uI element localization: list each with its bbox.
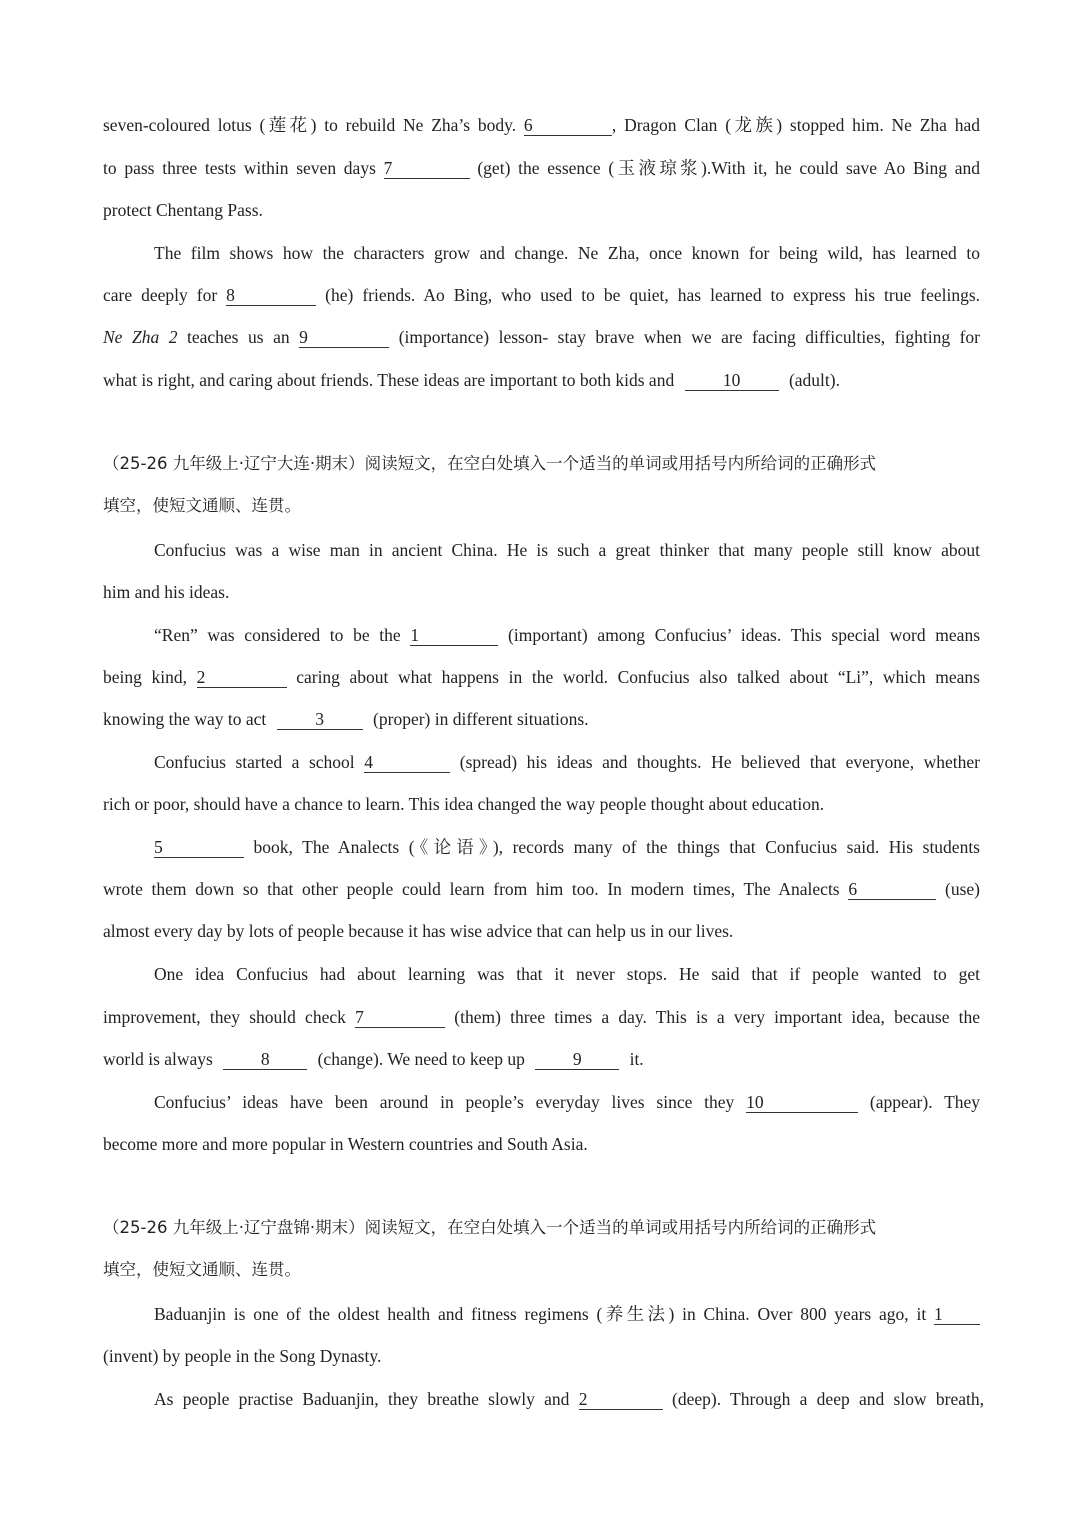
- p2-instruction-line-2: 填空，使短文通顺、连贯。: [103, 496, 301, 515]
- p3-line-1: Baduanjin is one of the oldest health and fitness regimens (养生法) in China. Over 800 years ago, it 1: [154, 1302, 980, 1326]
- p2-line-5: knowing the way to act 3 (proper) in different situations.: [103, 709, 589, 729]
- blank-p1-9[interactable]: 9: [299, 327, 389, 348]
- p2-line-11: One idea Confucius had about learning was that it never stops. He said that if people wanted to get: [154, 964, 980, 984]
- blank-p1-10[interactable]: 10: [685, 370, 779, 391]
- p3-line-3: As people practise Baduanjin, they breathe slowly and 2 (deep). Through a deep and slow breath,: [154, 1389, 985, 1409]
- p1-line-1: seven-coloured lotus (莲花) to rebuild Ne Zha’s body. 6 , Dragon Clan (龙族) stopped him. Ne Zha had: [103, 115, 980, 135]
- blank-p2-9[interactable]: 9: [535, 1049, 619, 1070]
- p3-line-2: (invent) by people in the Song Dynasty.: [103, 1346, 382, 1366]
- blank-p2-1[interactable]: 1: [410, 625, 498, 646]
- blank-p2-10[interactable]: 10: [746, 1092, 858, 1113]
- p3-instruction-line-2: 填空，使短文通顺、连贯。: [103, 1260, 301, 1279]
- p2-line-6: Confucius started a school 4 (spread) his ideas and thoughts. He believed that everyone, whether: [154, 752, 981, 772]
- blank-p1-7[interactable]: 7: [384, 158, 470, 179]
- p2-line-7: rich or poor, should have a chance to learn. This idea changed the way people thought about education.: [103, 794, 825, 814]
- p2-line-15: become more and more popular in Western countries and South Asia.: [103, 1134, 588, 1154]
- blank-p3-2[interactable]: 2: [579, 1389, 663, 1410]
- p2-line-4: being kind, 2 caring about what happens in the world. Confucius also talked about “Li”, which means: [103, 667, 980, 687]
- p2-line-8: 5 book, The Analects (《论语》), records many of the things that Confucius said. His students: [154, 837, 980, 857]
- blank-p2-2[interactable]: 2: [197, 667, 287, 688]
- p2-line-13: world is always 8 (change). We need to keep up 9 it.: [103, 1049, 644, 1069]
- p2-line-3: “Ren” was considered to be the 1 (important) among Confucius’ ideas. This special word means: [154, 625, 981, 645]
- blank-p1-6[interactable]: 6: [524, 115, 612, 136]
- blank-p1-8[interactable]: 8: [226, 285, 316, 306]
- blank-p2-7[interactable]: 7: [355, 1007, 445, 1028]
- p1-line-3: protect Chentang Pass.: [103, 200, 263, 220]
- p2-instruction-line-1: （25-26 九年级上·辽宁大连·期末）阅读短文，在空白处填入一个适当的单词或用括号内所给词的正确形式: [103, 454, 877, 473]
- p2-line-1: Confucius was a wise man in ancient China. He is such a great thinker that many people still know about: [154, 540, 980, 560]
- p3-instruction-line-1: （25-26 九年级上·辽宁盘锦·期末）阅读短文，在空白处填入一个适当的单词或用括号内所给词的正确形式: [103, 1218, 877, 1237]
- p1-line-7: what is right, and caring about friends. These ideas are important to both kids and 10 (adult).: [103, 370, 840, 390]
- p2-line-14: Confucius’ ideas have been around in people’s everyday lives since they 10 (appear). They: [154, 1092, 981, 1112]
- p1-line-2: to pass three tests within seven days 7 (get) the essence (玉液琼浆).With it, he could save Ao Bing and: [103, 158, 980, 178]
- p2-line-10: almost every day by lots of people because it has wise advice that can help us in our lives.: [103, 921, 734, 941]
- p2-line-2: him and his ideas.: [103, 582, 230, 602]
- blank-p2-4[interactable]: 4: [364, 752, 450, 773]
- p1-line-4: The film shows how the characters grow and change. Ne Zha, once known for being wild, has learned to: [154, 243, 980, 263]
- blank-p2-3[interactable]: 3: [277, 709, 363, 730]
- p1-line-6: Ne Zha 2 teaches us an 9 (importance) lesson- stay brave when we are facing difficulties, fighting for: [103, 327, 981, 347]
- blank-p2-8[interactable]: 8: [223, 1049, 307, 1070]
- blank-p2-6[interactable]: 6: [848, 879, 936, 900]
- p2-line-12: improvement, they should check 7 (them) three times a day. This is a very important idea, because the: [103, 1007, 981, 1027]
- film-title: Ne Zha 2: [103, 327, 178, 347]
- blank-p3-1[interactable]: 1: [934, 1304, 980, 1325]
- blank-p2-5[interactable]: 5: [154, 837, 244, 858]
- p1-line-5: care deeply for 8 (he) friends. Ao Bing, who used to be quiet, has learned to express his true feelings.: [103, 285, 981, 305]
- p2-line-9: wrote them down so that other people could learn from him too. In modern times, The Analects 6 (use): [103, 879, 981, 899]
